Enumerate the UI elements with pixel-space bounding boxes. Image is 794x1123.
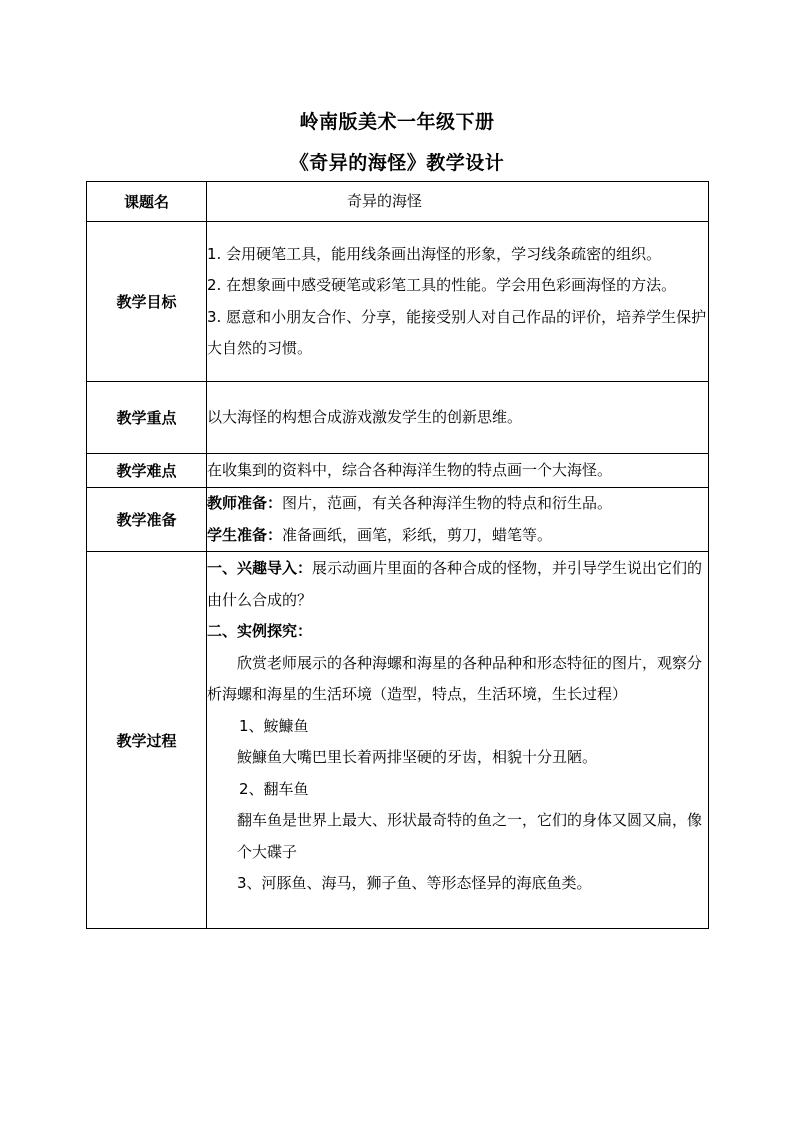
row-process [87, 552, 709, 929]
preparation-label: 教学准备 [87, 488, 207, 552]
topic-value [207, 182, 709, 222]
step-2-label: 二、实例探究： [207, 622, 313, 640]
teacher-preparation-text: 图片，范画，有关各种海洋生物的特点和衍生品。 [282, 494, 613, 512]
lesson-plan-table [86, 181, 709, 929]
difficulties-text: 在收集到的资料中，综合各种海洋生物的特点画一个大海怪。 [207, 460, 613, 479]
teacher-preparation-label: 教师准备： [207, 494, 283, 512]
document-subtitle: 《奇异的海怪》教学设计 [289, 152, 505, 174]
step-1-label: 一、兴趣导入： [207, 559, 313, 577]
topic-text: 奇异的海怪 [347, 191, 423, 210]
student-preparation-text: 准备画纸，画笔，彩纸，剪刀，蜡笔等。 [282, 525, 553, 544]
process-content [207, 552, 709, 929]
difficulties-label: 教学难点 [87, 454, 207, 488]
process-step-1 [207, 553, 708, 616]
teacher-preparation [207, 488, 708, 520]
step-2-text: 欣赏老师展示的各种海螺和海星的各种品种和形态特征的图片，观察分析海螺和海星的生活环境（造型，特点，生活环境，生长过程） [207, 653, 703, 703]
row-topic [87, 182, 709, 222]
item-2-title: 2、翻车鱼 [239, 779, 309, 798]
preparation-content [207, 488, 709, 552]
objectives-content [207, 222, 709, 382]
item-2-text: 翻车鱼是世界上最大、形状最奇特的鱼之一，它们的身体又圆又扁，像个大碟子 [237, 811, 703, 861]
document-title: 岭南版美术一年级下册 [299, 111, 495, 133]
student-preparation [207, 520, 708, 552]
topic-label: 课题名 [87, 182, 207, 222]
key-points-text: 以大海怪的构想合成游戏激发学生的创新思维。 [207, 407, 523, 426]
objective-3: 3. 愿意和小朋友合作、分享，能接受别人对自己作品的评价，培养学生保护大自然的习惯。 [207, 307, 707, 357]
item-3-text: 3、河豚鱼、海马，狮子鱼、等形态怪异的海底鱼类。 [237, 874, 592, 892]
row-difficulties [87, 454, 709, 488]
row-key-points [87, 382, 709, 454]
objectives-label: 教学目标 [87, 222, 207, 382]
process-label: 教学过程 [87, 552, 207, 929]
difficulties-value [207, 454, 709, 488]
row-objectives [87, 222, 709, 382]
process-step-2 [207, 616, 708, 648]
objective-1: 1. 会用硬笔工具，能用线条画出海怪的形象，学习线条疏密的组织。 [207, 244, 662, 263]
row-preparation [87, 488, 709, 552]
step-1-text: 展示动画片里面的各种合成的怪物，并引导学生说出它们的由什么合成的？ [207, 559, 703, 609]
item-1-title: 1、鮟鱇鱼 [239, 716, 309, 735]
objective-2: 2. 在想象画中感受硬笔或彩笔工具的性能。学会用色彩画海怪的方法。 [207, 276, 677, 294]
key-points-value [207, 382, 709, 454]
key-points-label: 教学重点 [87, 382, 207, 454]
item-1-text: 鮟鱇鱼大嘴巴里长着两排坚硬的牙齿，相貌十分丑陋。 [237, 748, 598, 766]
student-preparation-label: 学生准备： [207, 525, 283, 544]
